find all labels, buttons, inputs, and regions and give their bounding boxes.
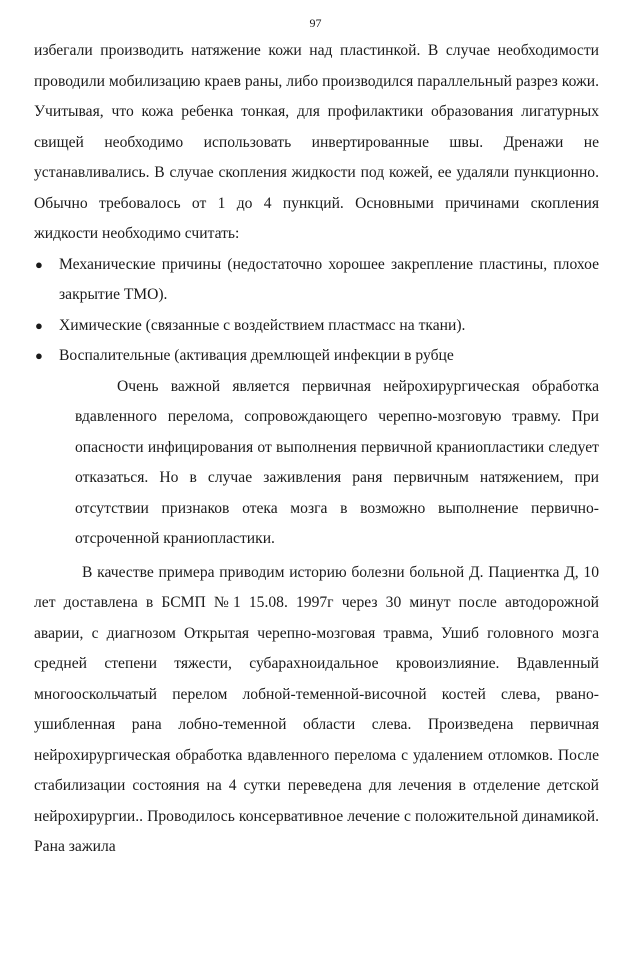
list-item xyxy=(34,341,599,372)
page-content xyxy=(34,36,599,863)
list-item-text: Воспалительные (активация дремлющей инфекции в рубце xyxy=(59,347,454,364)
paragraph-3: В качестве примера приводим историю болезни больной Д. Пациентка Д, 10 лет доставлена в БСМП №1 15.08. 1997г через 30 минут после автодорожной аварии, с диагнозом Открытая черепно-мозговая травма, Ушиб головного мозга средней степени тяжести, субарахноидальное кровоизлияние. Вдавленный многооскольчатый перелом лобной-теменной-височной костей слева, рвано-ушибленная рана лобно-теменной области слева. Произведена первичная нейрохирургическая обработка вдавленного перелома с удалением отломков. После стабилизации состояния на 4 сутки переведена для лечения в отделение детской нейрохирургии.. Проводилось консервативное лечение с положительной динамикой. Рана зажила xyxy=(34,563,599,855)
page-number: 97 xyxy=(309,16,322,30)
indented-block xyxy=(75,372,599,555)
list-item xyxy=(34,311,599,342)
bullet-icon: ● xyxy=(35,317,43,333)
paragraph-2: Очень важной является первичная нейрохирургическая обработка вдавленного перелома, сопровождающего черепно-мозговую травму. При опасности инфицирования от выполнения первичной краниопластики следует отказаться. Но в случае заживления раня первичным натяжением, при отсутствии признаков отека мозга в возможно выполнение первично-отсроченной краниопластики. xyxy=(75,377,599,547)
paragraph-1: избегали производить натяжение кожи над пластинкой. В случае необходимости проводили мобилизацию краев раны, либо производился параллельный разрез кожи. Учитывая, что кожа ребенка тонкая, для профилактики образования лигатурных свищей необходимо использовать инвертированные швы. Дренажи не устанавливались. В случае скопления жидкости под кожей, ее удаляли пункционно. Обычно требовалось от 1 до 4 пункций. Основными причинами скопления жидкости необходимо считать: xyxy=(34,42,599,242)
bullet-list xyxy=(34,250,599,372)
list-item-text: Механические причины (недостаточно хорошее закрепление пластины, плохое закрытие ТМО). xyxy=(59,255,599,303)
list-item xyxy=(34,250,599,311)
bullet-icon: ● xyxy=(35,348,43,363)
list-item-text: Химические (связанные с воздействием пластмасс на ткани). xyxy=(59,316,466,334)
bullet-icon: ● xyxy=(35,256,43,272)
